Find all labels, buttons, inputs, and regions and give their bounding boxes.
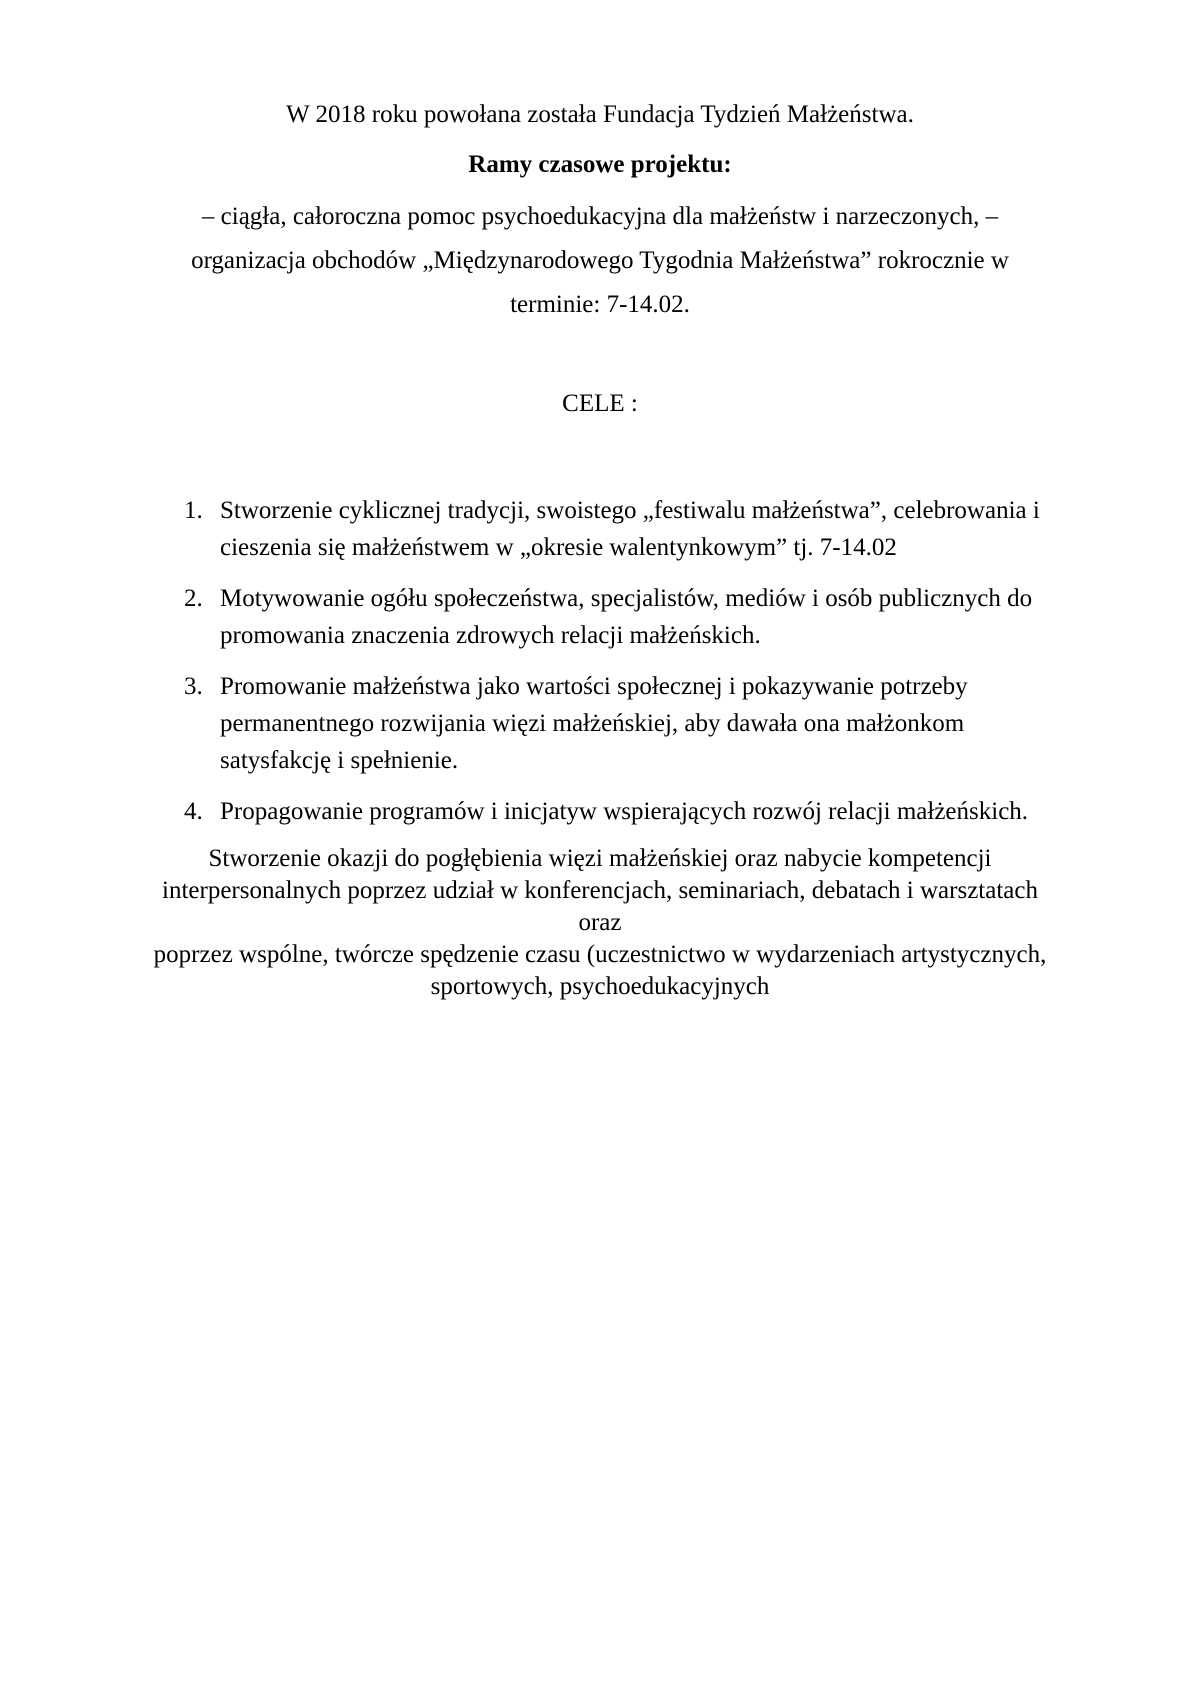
timeframe-line: organizacja obchodów „Międzynarodowego Tygodnia Małżeństwa” rokrocznie w [191,247,1009,274]
goal-item [184,793,1040,830]
goal-number: 3. [184,673,203,700]
goals-heading: CELE : [562,390,638,417]
timeframe-line: terminie: 7-14.02. [510,291,690,318]
goal-number: 2. [184,585,203,612]
closing-line: poprzez wspólne, twórcze spędzenie czasu (uczestnictwo w wydarzeniach artystycznych, [153,941,1047,968]
goal-number: 4. [184,798,203,825]
goal-text-line: Motywowanie ogółu społeczeństwa, specjalistów, mediów i osób publicznych do [220,585,1033,612]
goal-number: 1. [184,497,203,524]
goal-text-line: Promowanie małżeństwa jako wartości społecznej i pokazywanie potrzeby [220,673,968,700]
timeframe-paragraph [0,195,1200,327]
goal-item [184,492,1040,566]
timeframe-heading: Ramy czasowe projektu: [468,151,732,178]
goal-text-line: cieszenia się małżeństwem w „okresie walentynkowym” tj. 7-14.02 [220,534,897,561]
intro-paragraph: W 2018 roku powołana została Fundacja Tydzień Małżeństwa. [286,101,914,128]
goal-text [220,492,1040,566]
goal-text-line: promowania znaczenia zdrowych relacji małżeńskich. [220,622,761,649]
goal-text [220,668,968,779]
closing-line: sportowych, psychoedukacyjnych [430,973,770,1000]
goal-text [220,580,1032,654]
closing-line: Stworzenie okazji do pogłębienia więzi małżeńskiej oraz nabycie kompetencji [208,845,992,872]
closing-line: oraz [578,909,622,936]
goal-text-line: satysfakcję i spełnienie. [220,747,459,774]
timeframe-line: – ciągła, całoroczna pomoc psychoedukacyjna dla małżeństw i narzeczonych, – [201,203,999,230]
closing-line: interpersonalnych poprzez udział w konferencjach, seminariach, debatach i warsztatach [162,877,1038,904]
closing-paragraph [0,843,1200,1003]
goal-item [184,668,1040,779]
goals-list [184,492,1040,844]
goal-text-line: Stworzenie cyklicznej tradycji, swoistego „festiwalu małżeństwa”, celebrowania i [220,497,1040,524]
goal-text-line: permanentnego rozwijania więzi małżeńskiej, aby dawała ona małżonkom [220,710,965,737]
goal-text-line: Propagowanie programów i inicjatyw wspierających rozwój relacji małżeńskich. [220,798,1029,825]
goal-item [184,580,1040,654]
goal-text [220,793,1028,830]
